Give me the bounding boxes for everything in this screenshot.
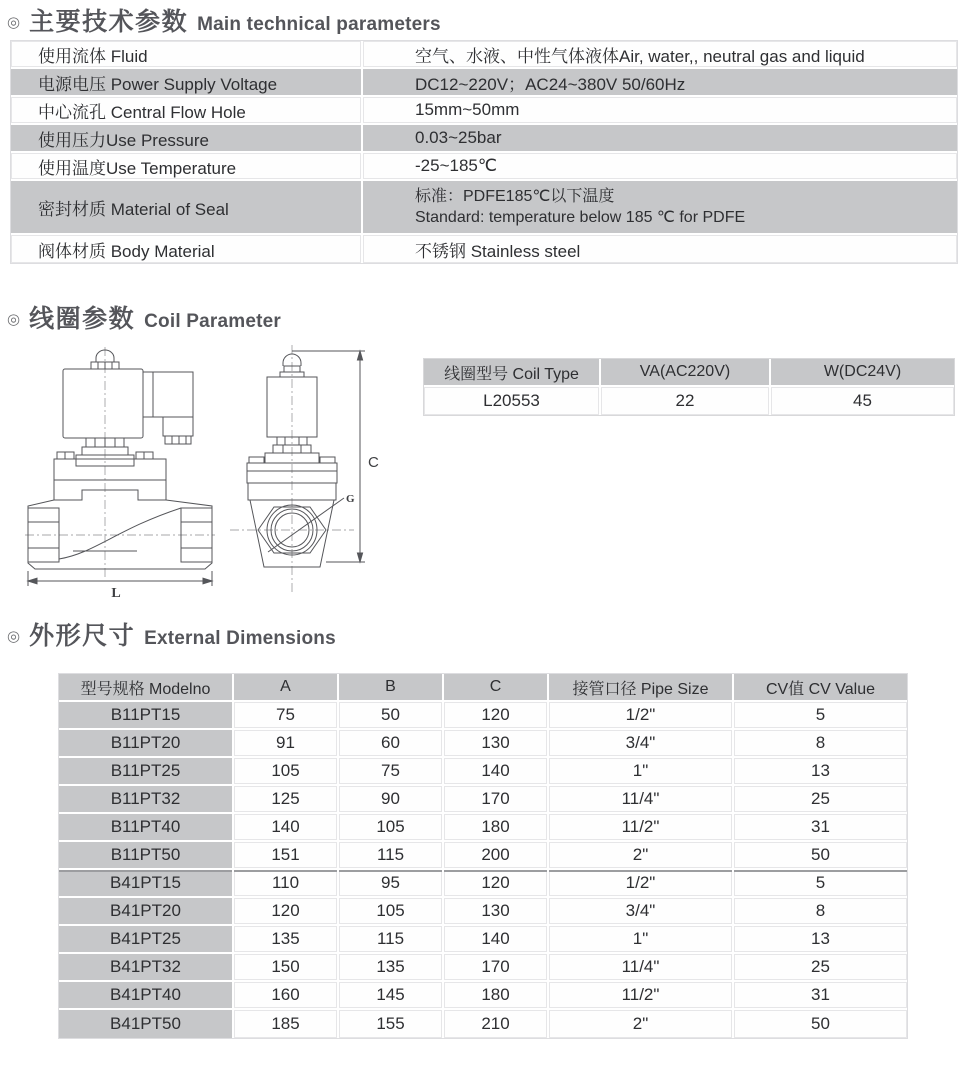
seal-value-line2: Standard: temperature below 185 ℃ for PDFE xyxy=(415,209,746,226)
dimension-cell: 150 xyxy=(234,954,339,982)
coil-title-zh: 线圈参数 xyxy=(29,305,136,333)
dimension-cell: 145 xyxy=(339,982,444,1010)
model-cell: B11PT25 xyxy=(59,758,234,786)
column-header: 线圈型号 Coil Type xyxy=(424,359,601,387)
dimension-cell: 25 xyxy=(734,954,907,982)
column-header: 接管口径 Pipe Size xyxy=(549,674,734,702)
dimension-cell: 8 xyxy=(734,730,907,758)
table-row xyxy=(11,181,957,235)
dimension-cell: 50 xyxy=(734,1010,907,1038)
coil-value-cell: L20553 xyxy=(424,387,601,415)
dimension-cell: 210 xyxy=(444,1010,549,1038)
table-row xyxy=(11,125,957,153)
valve-front-view-drawing xyxy=(25,345,215,600)
dimension-cell: 115 xyxy=(339,926,444,954)
model-cell: B41PT20 xyxy=(59,898,234,926)
dimension-cell: 1" xyxy=(549,758,734,786)
dimension-cell: 11/2" xyxy=(549,814,734,842)
table-row xyxy=(59,786,907,814)
valve-outline xyxy=(28,350,212,586)
dims-title-en: External Dimensions xyxy=(144,628,336,649)
dimension-cell: 5 xyxy=(734,870,907,898)
dimension-cell: 125 xyxy=(234,786,339,814)
param-value-cell: 15mm~50mm xyxy=(363,97,957,125)
param-label-cell: 使用温度Use Temperature xyxy=(11,153,363,181)
table-row xyxy=(11,153,957,181)
table-row xyxy=(11,69,957,97)
dimension-cell: 50 xyxy=(734,842,907,870)
table-row xyxy=(59,954,907,982)
dimension-cell: 1/2" xyxy=(549,702,734,730)
dimension-cell: 8 xyxy=(734,898,907,926)
section-title-coil xyxy=(7,299,281,335)
dimension-cell: 170 xyxy=(444,786,549,814)
column-header: 型号规格 Modelno xyxy=(59,674,234,702)
table-row xyxy=(59,898,907,926)
model-cell: B41PT15 xyxy=(59,870,234,898)
column-header: C xyxy=(444,674,549,702)
valve-outline xyxy=(247,351,365,567)
dimension-cell: 120 xyxy=(234,898,339,926)
dimension-label-c: C xyxy=(368,454,379,471)
param-value-cell: -25~185℃ xyxy=(363,153,957,181)
dimension-cell: 75 xyxy=(234,702,339,730)
param-label-cell: 使用流体 Fluid xyxy=(11,41,363,69)
coil-parameter-table xyxy=(423,358,955,416)
section-title-dimensions xyxy=(7,616,336,652)
dimension-cell: 13 xyxy=(734,758,907,786)
coil-value-cell: 22 xyxy=(601,387,771,415)
model-cell: B11PT32 xyxy=(59,786,234,814)
table-row xyxy=(59,758,907,786)
model-cell: B41PT32 xyxy=(59,954,234,982)
dimension-cell: 140 xyxy=(444,758,549,786)
dimension-cell: 31 xyxy=(734,982,907,1010)
dimension-cell: 95 xyxy=(339,870,444,898)
dimension-cell: 90 xyxy=(339,786,444,814)
dimension-cell: 91 xyxy=(234,730,339,758)
dimension-cell: 1/2" xyxy=(549,870,734,898)
model-cell: B11PT20 xyxy=(59,730,234,758)
dimension-cell: 130 xyxy=(444,898,549,926)
dimension-cell: 50 xyxy=(339,702,444,730)
section-title-main-params xyxy=(7,2,441,38)
dimension-cell: 105 xyxy=(339,898,444,926)
table-row xyxy=(59,982,907,1010)
model-cell: B41PT50 xyxy=(59,1010,234,1038)
model-cell: B41PT40 xyxy=(59,982,234,1010)
dimension-cell: 120 xyxy=(444,702,549,730)
table-row xyxy=(424,359,954,387)
dimension-cell: 105 xyxy=(339,814,444,842)
coil-value-cell: 45 xyxy=(771,387,954,415)
param-label-cell: 中心流孔 Central Flow Hole xyxy=(11,97,363,125)
dims-title-zh: 外形尺寸 xyxy=(29,622,136,650)
table-row xyxy=(11,41,957,69)
param-value-cell: 空气、水液、中性气体液体Air, water,, neutral gas and liquid xyxy=(363,41,957,69)
dimension-cell: 3/4" xyxy=(549,730,734,758)
table-row xyxy=(59,702,907,730)
connector-outline xyxy=(143,372,193,417)
dimension-cell: 135 xyxy=(234,926,339,954)
dimension-cell: 25 xyxy=(734,786,907,814)
dimension-cell: 2" xyxy=(549,1010,734,1038)
param-label-cell: 电源电压 Power Supply Voltage xyxy=(11,69,363,97)
dimension-cell: 140 xyxy=(444,926,549,954)
table-row xyxy=(59,870,907,898)
dimension-cell: 3/4" xyxy=(549,898,734,926)
model-cell: B11PT40 xyxy=(59,814,234,842)
param-value-cell: 0.03~25bar xyxy=(363,125,957,153)
column-header: CV值 CV Value xyxy=(734,674,907,702)
dimension-cell: 160 xyxy=(234,982,339,1010)
dimension-cell: 11/4" xyxy=(549,786,734,814)
dimension-cell: 130 xyxy=(444,730,549,758)
column-header: VA(AC220V) xyxy=(601,359,771,387)
dimension-cell: 151 xyxy=(234,842,339,870)
table-row xyxy=(59,730,907,758)
column-header: B xyxy=(339,674,444,702)
dimension-cell: 60 xyxy=(339,730,444,758)
column-header: A xyxy=(234,674,339,702)
dimension-cell: 155 xyxy=(339,1010,444,1038)
param-value-cell xyxy=(363,181,957,235)
column-header: W(DC24V) xyxy=(771,359,954,387)
main-params-title-zh: 主要技术参数 xyxy=(29,8,189,36)
dimension-cell: 115 xyxy=(339,842,444,870)
dimension-label-g: G xyxy=(346,493,355,505)
table-row xyxy=(11,235,957,263)
section-bullet-icon: ◎ xyxy=(7,14,21,31)
model-cell: B11PT15 xyxy=(59,702,234,730)
param-label-cell: 使用压力Use Pressure xyxy=(11,125,363,153)
dimension-cell: 110 xyxy=(234,870,339,898)
main-params-title-en: Main technical parameters xyxy=(197,14,441,35)
dimension-cell: 2" xyxy=(549,842,734,870)
dimension-cell: 120 xyxy=(444,870,549,898)
main-parameters-table xyxy=(10,40,958,264)
table-row xyxy=(11,97,957,125)
dimension-cell: 75 xyxy=(339,758,444,786)
param-value-cell: 不锈钢 Stainless steel xyxy=(363,235,957,263)
dimension-label-l: L xyxy=(111,586,121,600)
table-row xyxy=(424,387,954,415)
table-row xyxy=(59,842,907,870)
dimension-cell: 135 xyxy=(339,954,444,982)
coil-title-en: Coil Parameter xyxy=(144,311,282,332)
model-cell: B11PT50 xyxy=(59,842,234,870)
param-label-cell: 阀体材质 Body Material xyxy=(11,235,363,263)
param-label-cell: 密封材质 Material of Seal xyxy=(11,181,363,235)
dimension-cell: 180 xyxy=(444,982,549,1010)
param-value-cell: DC12~220V；AC24~380V 50/60Hz xyxy=(363,69,957,97)
dimension-cell: 5 xyxy=(734,702,907,730)
dimension-cell: 180 xyxy=(444,814,549,842)
dimension-cell: 185 xyxy=(234,1010,339,1038)
dimension-cell: 105 xyxy=(234,758,339,786)
coil-body-outline xyxy=(63,369,143,438)
seal-value-line1: 标准：PDFE185℃以下温度 xyxy=(415,188,615,205)
dimension-cell: 11/4" xyxy=(549,954,734,982)
section-bullet-icon: ◎ xyxy=(7,628,21,645)
valve-side-view-drawing xyxy=(228,345,390,600)
dimension-cell: 1" xyxy=(549,926,734,954)
dimension-cell: 200 xyxy=(444,842,549,870)
external-dimensions-table xyxy=(58,673,908,1039)
table-row xyxy=(59,1010,907,1038)
dimension-cell: 170 xyxy=(444,954,549,982)
dimension-cell: 11/2" xyxy=(549,982,734,1010)
table-row xyxy=(59,926,907,954)
table-row xyxy=(59,814,907,842)
model-cell: B41PT25 xyxy=(59,926,234,954)
section-bullet-icon: ◎ xyxy=(7,311,21,328)
dimension-cell: 140 xyxy=(234,814,339,842)
dimension-cell: 13 xyxy=(734,926,907,954)
dimension-cell: 31 xyxy=(734,814,907,842)
table-header-row xyxy=(59,674,907,702)
